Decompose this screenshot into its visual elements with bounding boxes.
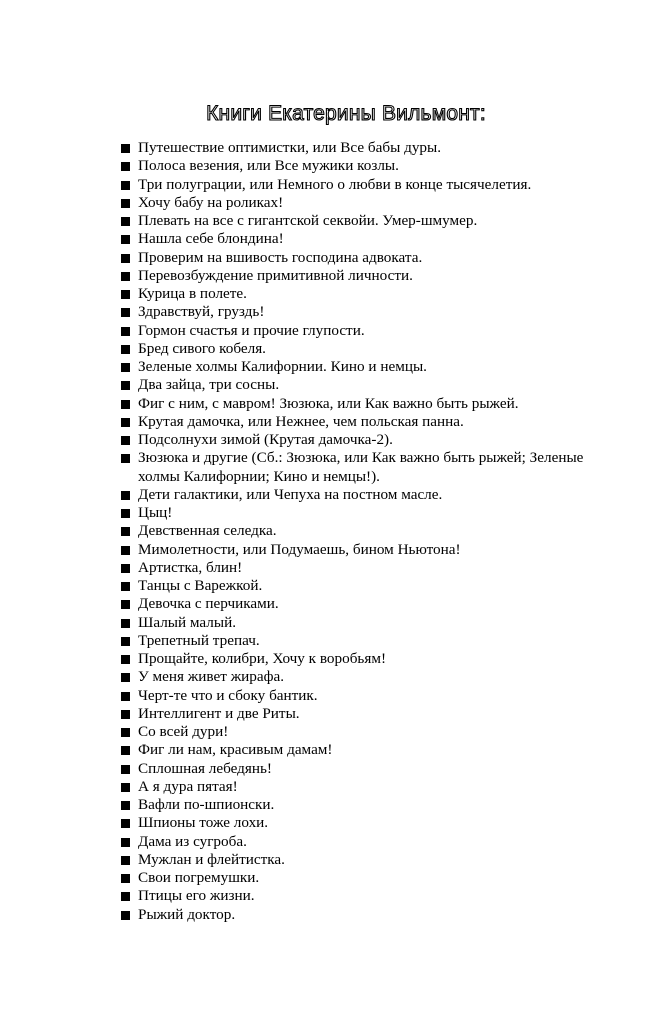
book-title: Шалый малый. xyxy=(138,613,236,631)
list-item xyxy=(119,522,619,540)
page-title: Книги Екатерины Вильмонт: xyxy=(206,102,486,125)
list-item xyxy=(119,906,619,924)
book-title: Дети галактики, или Чепуха на постном масле. xyxy=(138,485,443,503)
book-title: Полоса везения, или Все мужики козлы. xyxy=(138,157,399,175)
book-title: Путешествие оптимистки, или Все бабы дуры. xyxy=(138,139,442,156)
book-title: Девочка с перчиками. xyxy=(138,595,279,613)
list-item xyxy=(119,431,619,449)
list-item xyxy=(119,194,619,212)
square-bullet-icon xyxy=(121,746,130,755)
list-item xyxy=(119,687,619,705)
book-title: Гормон счастья и прочие глупости. xyxy=(138,321,365,339)
list-item xyxy=(119,504,619,522)
book-title: Танцы с Варежкой. xyxy=(138,577,263,594)
square-bullet-icon xyxy=(121,874,130,883)
book-title: А я дура пятая! xyxy=(138,777,238,795)
book-title: Дама из сугроба. xyxy=(138,832,247,850)
book-title: Здравствуй, груздь! xyxy=(138,303,265,321)
list-item xyxy=(119,176,619,194)
book-title: Нашла себе блондина! xyxy=(138,230,284,248)
book-title: Трепетный трепач. xyxy=(138,631,260,649)
list-item xyxy=(119,632,619,650)
list-item xyxy=(119,723,619,741)
list-item xyxy=(119,833,619,851)
list-item xyxy=(119,778,619,796)
book-title: Птицы его жизни. xyxy=(138,887,255,905)
list-item xyxy=(119,577,619,595)
list-item xyxy=(119,139,619,157)
list-item xyxy=(119,705,619,723)
book-title: Зеленые холмы Калифорнии. Кино и немцы. xyxy=(138,358,427,375)
square-bullet-icon xyxy=(121,801,130,810)
list-item xyxy=(119,212,619,230)
list-item xyxy=(119,614,619,632)
square-bullet-icon xyxy=(121,582,130,591)
square-bullet-icon xyxy=(121,290,130,299)
square-bullet-icon xyxy=(121,637,130,646)
book-title: Цыц! xyxy=(138,504,173,521)
square-bullet-icon xyxy=(121,363,130,372)
list-item xyxy=(119,887,619,905)
book-title: Мужлан и флейтистка. xyxy=(138,850,285,868)
square-bullet-icon xyxy=(121,254,130,263)
square-bullet-icon xyxy=(121,418,130,427)
square-bullet-icon xyxy=(121,308,130,317)
list-item xyxy=(119,814,619,832)
square-bullet-icon xyxy=(121,692,130,701)
list-item xyxy=(119,541,619,559)
list-item xyxy=(119,376,619,394)
list-item xyxy=(119,340,619,358)
book-title: Бред сивого кобеля. xyxy=(138,339,266,357)
list-item xyxy=(119,395,619,413)
square-bullet-icon xyxy=(121,600,130,609)
list-item xyxy=(119,668,619,686)
book-title: Плевать на все с гигантской секвойи. Умер-шмумер. xyxy=(138,212,478,229)
square-bullet-icon xyxy=(121,527,130,536)
book-title: Перевозбуждение примитивной личности. xyxy=(138,266,413,284)
book-list xyxy=(119,139,619,924)
book-title: Артистка, блин! xyxy=(138,558,243,576)
book-title: Проверим на вшивость господина адвоката. xyxy=(138,248,423,266)
list-item xyxy=(119,650,619,668)
book-title: Шпионы тоже лохи. xyxy=(138,814,269,832)
square-bullet-icon xyxy=(121,144,130,153)
book-title: Свои погремушки. xyxy=(138,869,260,886)
square-bullet-icon xyxy=(121,217,130,226)
book-title: Сплошная лебедянь! xyxy=(138,759,272,777)
book-title: Курица в полете. xyxy=(138,285,247,302)
square-bullet-icon xyxy=(121,655,130,664)
square-bullet-icon xyxy=(121,345,130,354)
square-bullet-icon xyxy=(121,765,130,774)
list-item xyxy=(119,157,619,175)
square-bullet-icon xyxy=(121,619,130,628)
square-bullet-icon xyxy=(121,235,130,244)
square-bullet-icon xyxy=(121,400,130,409)
square-bullet-icon xyxy=(121,783,130,792)
list-item xyxy=(119,358,619,376)
list-item xyxy=(119,595,619,613)
square-bullet-icon xyxy=(121,856,130,865)
book-title: Со всей дури! xyxy=(138,723,229,740)
square-bullet-icon xyxy=(121,454,130,463)
book-title: Крутая дамочка, или Нежнее, чем польская панна. xyxy=(138,412,464,430)
book-title: Вафли по-шпионски. xyxy=(138,796,275,813)
square-bullet-icon xyxy=(121,819,130,828)
square-bullet-icon xyxy=(121,272,130,281)
square-bullet-icon xyxy=(121,509,130,518)
square-bullet-icon xyxy=(121,162,130,171)
list-item xyxy=(119,322,619,340)
book-title: Три полуграции, или Немного о любви в конце тысячелетия. xyxy=(138,175,532,193)
list-item xyxy=(119,869,619,887)
square-bullet-icon xyxy=(121,436,130,445)
square-bullet-icon xyxy=(121,327,130,336)
square-bullet-icon xyxy=(121,491,130,500)
square-bullet-icon xyxy=(121,381,130,390)
book-title: У меня живет жирафа. xyxy=(138,668,285,686)
list-item xyxy=(119,285,619,303)
book-title: Два зайца, три сосны. xyxy=(138,376,280,394)
book-title: Интеллигент и две Риты. xyxy=(138,704,300,722)
square-bullet-icon xyxy=(121,673,130,682)
square-bullet-icon xyxy=(121,181,130,190)
list-item xyxy=(119,267,619,285)
list-item xyxy=(119,230,619,248)
book-title: Девственная селедка. xyxy=(138,522,277,540)
square-bullet-icon xyxy=(121,892,130,901)
list-item xyxy=(119,486,619,504)
book-title: Мимолетности, или Подумаешь, бином Ньютона! xyxy=(138,540,461,558)
book-title: Черт-те что и сбоку бантик. xyxy=(138,686,318,704)
square-bullet-icon xyxy=(121,546,130,555)
square-bullet-icon xyxy=(121,838,130,847)
book-title: Рыжий доктор. xyxy=(138,905,236,923)
list-item xyxy=(119,413,619,431)
list-item xyxy=(119,449,619,486)
list-item xyxy=(119,559,619,577)
book-title: Зюзюка и другие (Сб.: Зюзюка, или Как важно быть рыжей; Зеленые холмы Калифорнии; Кино и немцы!). xyxy=(138,449,584,485)
list-item xyxy=(119,851,619,869)
book-title: Фиг с ним, с мавром! Зюзюка, или Как важно быть рыжей. xyxy=(138,394,519,412)
square-bullet-icon xyxy=(121,564,130,573)
square-bullet-icon xyxy=(121,911,130,920)
square-bullet-icon xyxy=(121,199,130,208)
list-item xyxy=(119,741,619,759)
list-item xyxy=(119,796,619,814)
square-bullet-icon xyxy=(121,710,130,719)
list-item xyxy=(119,760,619,778)
book-title: Прощайте, колибри, Хочу к воробьям! xyxy=(138,650,387,667)
list-item xyxy=(119,303,619,321)
list-item xyxy=(119,249,619,267)
square-bullet-icon xyxy=(121,728,130,737)
book-title: Подсолнухи зимой (Крутая дамочка-2). xyxy=(138,431,393,448)
book-title: Фиг ли нам, красивым дамам! xyxy=(138,741,333,759)
book-title: Хочу бабу на роликах! xyxy=(138,193,284,211)
